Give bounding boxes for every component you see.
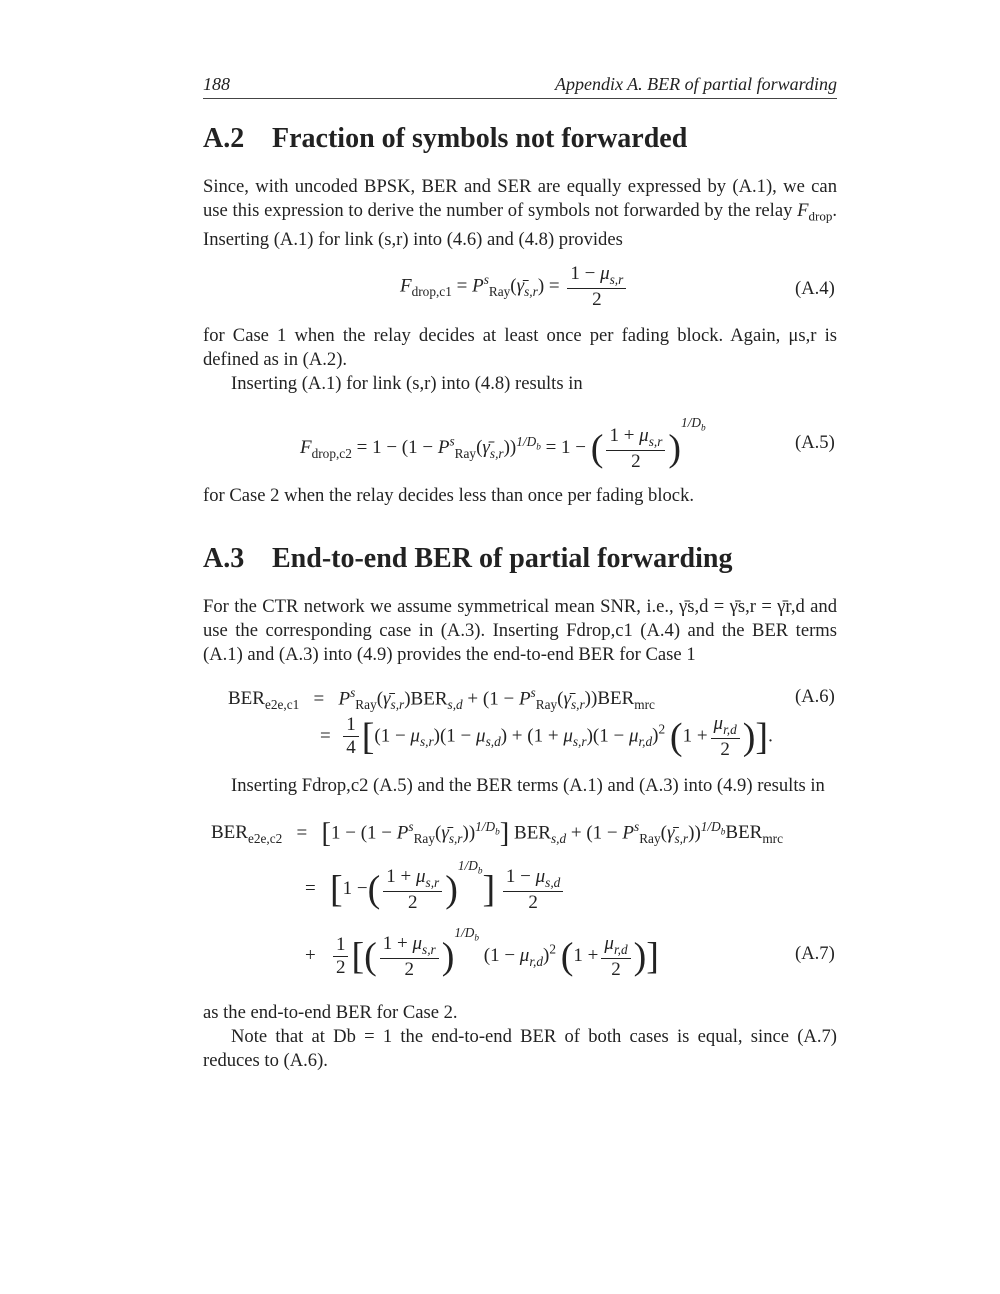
running-header [203,72,837,99]
equation-a4: $F_{drop,c1}$ = $P^s_{Ray}(\gammā_{s,r})$ = $\frac{1 - \mu_{s,r}}{2}$ [400,263,629,311]
paragraph [203,324,837,395]
paragraph-text: Inserting Fdrop,c2 (A.5) and the BER terms (A.1) and (A.3) into (4.9) results in [231,775,825,796]
equation-number: (A.5) [795,432,835,453]
section-heading-a3 [203,543,732,575]
section-number: A.3 [203,543,245,574]
page-number: 188 [203,74,230,94]
paragraph-text: Inserting (A.1) for link (s,r) into (4.8) results in [231,372,583,394]
paragraph [203,774,837,798]
equation-number: (A.6) [795,686,835,707]
paragraph-text: Note that at Db = 1 the end-to-end BER of both cases is equal, since (A.7) reduces to (A.6). [203,1025,837,1071]
paragraph-text: for Case 1 when the relay decides at least once per fading block. Again, μs,r is defined as in (A.2). [203,325,837,370]
paragraph-text: as the end-to-end BER for Case 2. [203,1002,458,1023]
section-title: End-to-end BER of partial forwarding [272,543,733,574]
running-title: Appendix A. BER of partial forwarding [555,74,837,94]
section-heading-a2 [203,123,687,155]
paragraph-text: for Case 2 when the relay decides less than once per fading block. [203,485,695,506]
equation-a6-line1: $BER_{e2e,c1}$ = $P^s_{Ray}(\gammā_{s,r})BER_{s,d} + (1$ − $P^s_{Ray}(\gammā_{s,r}))BER_{mrc}$ [228,685,655,713]
paragraph [203,1001,837,1072]
equation-number: (A.7) [795,943,835,964]
paragraph-text: For the CTR network we assume symmetrical mean SNR, i.e., γ̄s,d = γ̄s,r = γ̄r,d and use the corresponding case in (A.3). Inserting Fdrop,c1 (A.4) and the BER terms (A.1) and (A.3) into (4.9) provides the end-to-end BER for Case 1 [203,596,837,665]
paragraph-text: . Inserting (A.1) for link (s,r) into (4.6) and (4.8) provides [203,199,837,251]
paragraph [203,595,837,666]
equation-a7-line2: = [1 −( $\frac{1 + \mu_{s,r}}{2}$ )$^{1/D_b}$] $\frac{1 - \mu_{s,d}}{2}$ [305,858,566,914]
paragraph-text: Since, with uncoded BPSK, BER and SER are equally expressed by (A.1), we can use this expression to derive the number of symbols not forwarded by the relay [203,176,837,221]
equation-a7-line3: + $\frac{1}{2}$ [( $\frac{1 + \mu_{s,r}}{2}$ )$^{1/D_b}$ $(1 - \mu_{r,d})^2$ (1 + $\frac{\mu_{r,d}}{2}$ )] [305,925,659,980]
equation-a6-line2: = $\frac{1}{4}$ [$(1 - \mu_{s,r})(1 - \mu_{s,d}) + (1 + \mu_{s,r})(1 - \mu_{r,d})^2$ (1 + $\frac{\mu_{r,d}}{2}$ )]. [320,713,773,760]
equation-a7-line1: $BER_{e2e,c2}$ = $[1 - (1 - P^s_{Ray}(\gammā_{s,r}))^{1/D_b}]$ $BER_{s,d} + (1$ − $P^s_{Ray}(\gammā_{s,r}))^{1/D_b}BER_{mrc}$ [211,818,784,849]
equation-a5: $F_{drop,c2} = 1 - (1$ − $P^s_{Ray}(\gammā_{s,r}))^{1/D_b} = 1$ − ( $\frac{1 + \mu_{s,r}}{2}$ )$^{1/D_b}$ [300,415,706,472]
equation-number: (A.4) [795,278,835,299]
section-title: Fraction of symbols not forwarded [272,123,688,154]
section-number: A.2 [203,123,245,154]
paragraph [203,484,837,508]
paragraph: Since, with uncoded BPSK, BER and SER are equally expressed by (A.1), we can use this expression to derive the number of symbols not forwarded by the relay $F_{drop}$. Inserting (A.1) for link (s,r) into (4.6) and (4.8) provides [203,176,837,251]
